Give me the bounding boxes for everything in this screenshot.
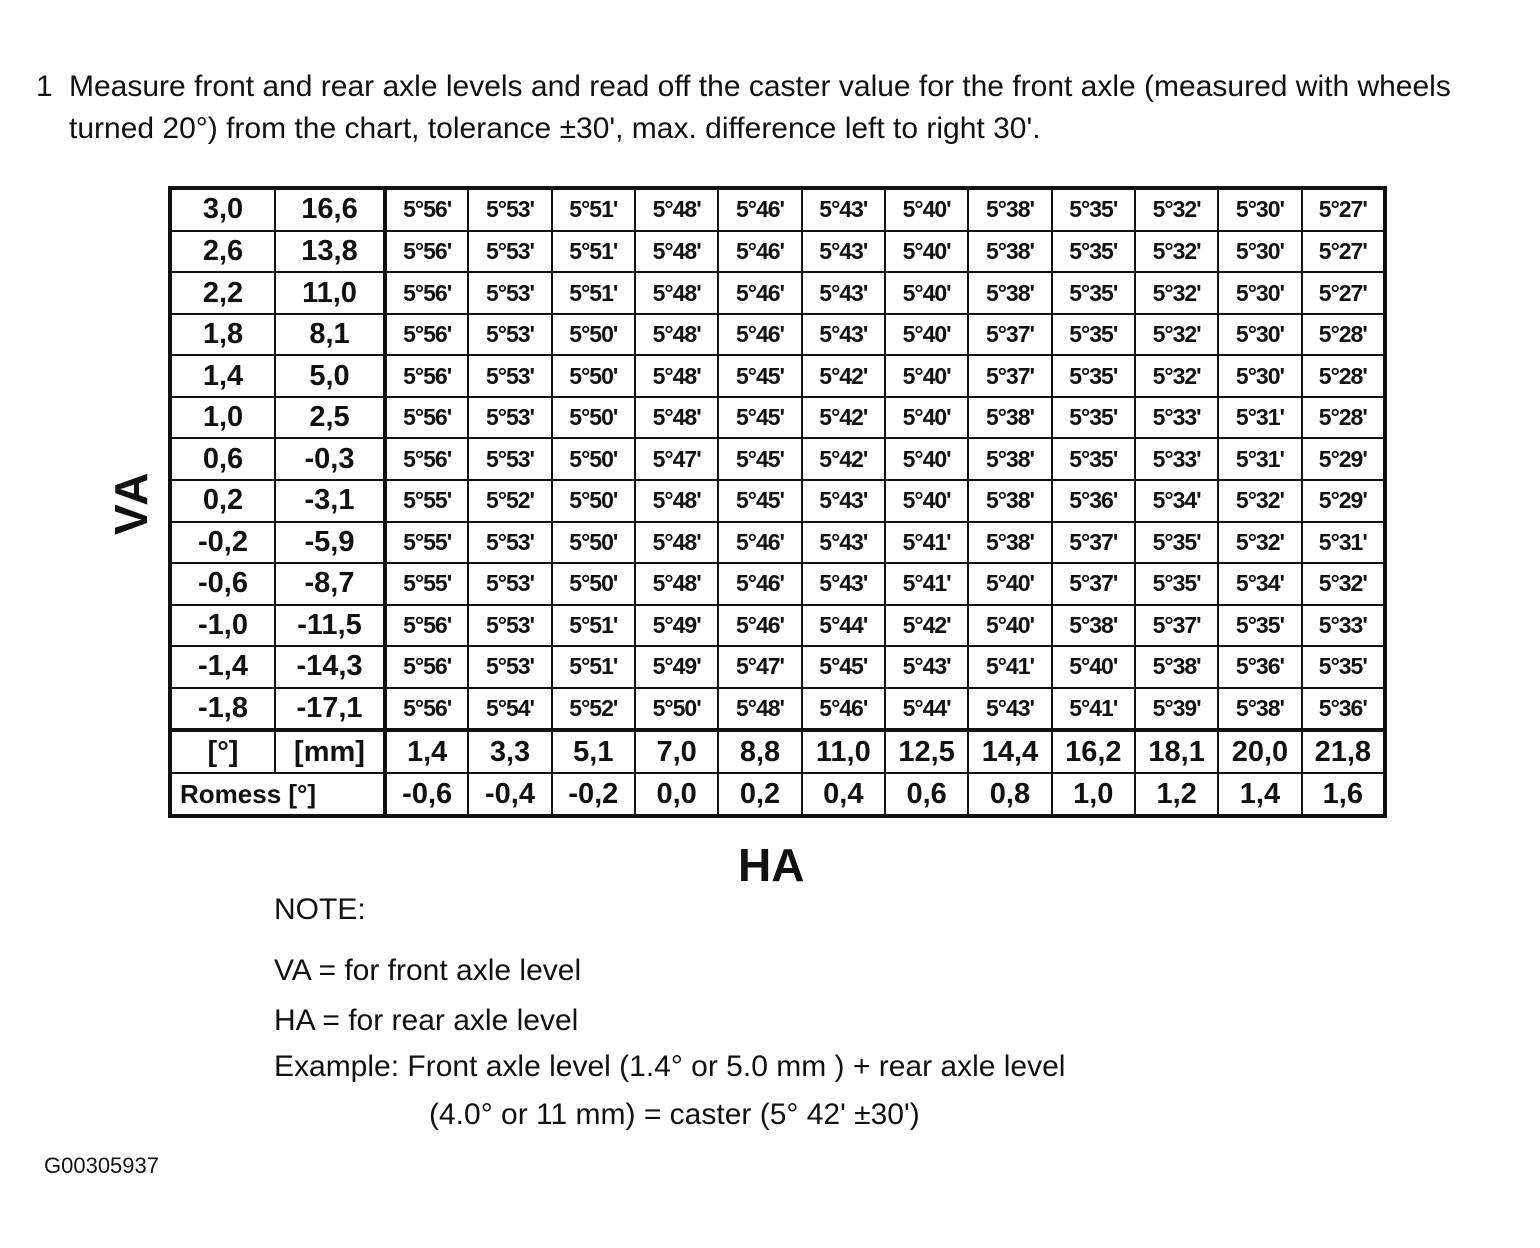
caster-value-cell: 5°56' (385, 688, 468, 731)
caster-value-cell: 5°27' (1302, 231, 1385, 273)
romess-value-cell: 1,2 (1135, 773, 1218, 816)
caster-value-cell: 5°56' (385, 646, 468, 688)
caster-value-cell: 5°56' (385, 355, 468, 397)
caster-value-cell: 5°32' (1135, 355, 1218, 397)
caster-value-cell: 5°38' (968, 231, 1051, 273)
caster-value-cell: 5°40' (885, 355, 968, 397)
va-degree-cell: -0,2 (170, 522, 275, 564)
caster-value-cell: 5°52' (468, 480, 551, 522)
caster-value-cell: 5°40' (968, 563, 1051, 605)
caster-value-cell: 5°35' (1052, 438, 1135, 480)
caster-value-cell: 5°46' (802, 688, 885, 731)
caster-value-cell: 5°50' (552, 563, 635, 605)
caster-value-cell: 5°27' (1302, 272, 1385, 314)
caster-value-cell: 5°33' (1135, 397, 1218, 439)
va-mm-cell: 5,0 (275, 355, 385, 397)
caster-value-cell: 5°34' (1218, 563, 1301, 605)
caster-value-cell: 5°46' (718, 314, 801, 356)
note-line-example-result: (4.0° or 11 mm) = caster (5° 42' ±30') (429, 1098, 920, 1131)
caster-value-cell: 5°29' (1302, 480, 1385, 522)
caster-value-cell: 5°35' (1052, 188, 1135, 231)
caster-value-cell: 5°48' (635, 480, 718, 522)
caster-value-cell: 5°42' (885, 605, 968, 647)
caster-value-cell: 5°46' (718, 231, 801, 273)
caster-value-cell: 5°41' (968, 646, 1051, 688)
caster-table (168, 186, 1387, 818)
caster-value-cell: 5°38' (1218, 688, 1301, 731)
table-row (170, 646, 1385, 688)
caster-value-cell: 5°51' (552, 605, 635, 647)
va-mm-cell: -3,1 (275, 480, 385, 522)
caster-value-cell: 5°53' (468, 188, 551, 231)
caster-value-cell: 5°38' (968, 438, 1051, 480)
caster-value-cell: 5°30' (1218, 231, 1301, 273)
caster-value-cell: 5°38' (968, 188, 1051, 231)
caster-value-cell: 5°35' (1135, 522, 1218, 564)
ha-value-cell: 11,0 (802, 730, 885, 773)
caster-value-cell: 5°32' (1302, 563, 1385, 605)
romess-value-cell: -0,6 (385, 773, 468, 816)
romess-value-cell: 1,6 (1302, 773, 1385, 816)
caster-value-cell: 5°41' (1052, 688, 1135, 731)
caster-value-cell: 5°43' (968, 688, 1051, 731)
caster-value-cell: 5°36' (1052, 480, 1135, 522)
caster-value-cell: 5°42' (802, 355, 885, 397)
ha-value-cell: 16,2 (1052, 730, 1135, 773)
caster-value-cell: 5°49' (635, 605, 718, 647)
step-number: 1 (36, 70, 53, 103)
ha-value-cell: 18,1 (1135, 730, 1218, 773)
caster-value-cell: 5°48' (635, 231, 718, 273)
caster-value-cell: 5°38' (1135, 646, 1218, 688)
ha-value-cell: 12,5 (885, 730, 968, 773)
caster-value-cell: 5°54' (468, 688, 551, 731)
caster-value-cell: 5°50' (635, 688, 718, 731)
caster-value-cell: 5°43' (802, 480, 885, 522)
caster-value-cell: 5°42' (802, 438, 885, 480)
ha-value-cell: 7,0 (635, 730, 718, 773)
caster-value-cell: 5°28' (1302, 355, 1385, 397)
caster-value-cell: 5°47' (718, 646, 801, 688)
caster-value-cell: 5°48' (635, 314, 718, 356)
romess-label: Romess [°] (170, 773, 385, 816)
caster-value-cell: 5°53' (468, 522, 551, 564)
caster-value-cell: 5°35' (1052, 314, 1135, 356)
va-degree-cell: 3,0 (170, 188, 275, 231)
caster-value-cell: 5°44' (885, 688, 968, 731)
caster-value-cell: 5°31' (1302, 522, 1385, 564)
caster-value-cell: 5°38' (968, 272, 1051, 314)
va-mm-cell: -14,3 (275, 646, 385, 688)
caster-value-cell: 5°38' (968, 522, 1051, 564)
caster-value-cell: 5°44' (802, 605, 885, 647)
caster-value-cell: 5°35' (1135, 563, 1218, 605)
va-mm-cell: -8,7 (275, 563, 385, 605)
va-degree-cell: 1,4 (170, 355, 275, 397)
va-mm-cell: 13,8 (275, 231, 385, 273)
caster-value-cell: 5°32' (1135, 231, 1218, 273)
caster-value-cell: 5°56' (385, 314, 468, 356)
caster-value-cell: 5°52' (552, 688, 635, 731)
table-row (170, 480, 1385, 522)
note-heading: NOTE: (274, 893, 366, 926)
ha-value-cell: 5,1 (552, 730, 635, 773)
figure-id: G00305937 (44, 1153, 159, 1178)
caster-value-cell: 5°40' (1052, 646, 1135, 688)
ha-row (170, 730, 1385, 773)
caster-value-cell: 5°50' (552, 355, 635, 397)
caster-value-cell: 5°45' (718, 438, 801, 480)
caster-value-cell: 5°32' (1135, 314, 1218, 356)
caster-value-cell: 5°45' (718, 480, 801, 522)
note-line-example: Example: Front axle level (1.4° or 5.0 mm ) + rear axle level (274, 1050, 1066, 1083)
caster-value-cell: 5°45' (718, 397, 801, 439)
caster-value-cell: 5°50' (552, 397, 635, 439)
va-degree-cell: -1,0 (170, 605, 275, 647)
table-row (170, 355, 1385, 397)
romess-value-cell: 0,6 (885, 773, 968, 816)
ha-value-cell: 1,4 (385, 730, 468, 773)
caster-value-cell: 5°53' (468, 231, 551, 273)
ha-value-cell: 8,8 (718, 730, 801, 773)
table-row (170, 688, 1385, 731)
caster-value-cell: 5°50' (552, 522, 635, 564)
ha-degree-unit: [°] (170, 730, 275, 773)
va-mm-cell: 8,1 (275, 314, 385, 356)
caster-value-cell: 5°37' (968, 314, 1051, 356)
caster-value-cell: 5°48' (635, 272, 718, 314)
step-text: Measure front and rear axle levels and read off the caster value for the front axle (measured with wheels turned 20°) from the chart, tolerance ±30', max. difference left to right 30'. (69, 70, 1451, 145)
caster-value-cell: 5°49' (635, 646, 718, 688)
ha-mm-unit: [mm] (275, 730, 385, 773)
caster-value-cell: 5°27' (1302, 188, 1385, 231)
va-degree-cell: 0,2 (170, 480, 275, 522)
ha-value-cell: 21,8 (1302, 730, 1385, 773)
caster-value-cell: 5°48' (718, 688, 801, 731)
caster-value-cell: 5°51' (552, 646, 635, 688)
va-degree-cell: -0,6 (170, 563, 275, 605)
caster-value-cell: 5°31' (1218, 397, 1301, 439)
caster-value-cell: 5°37' (1135, 605, 1218, 647)
caster-value-cell: 5°45' (718, 355, 801, 397)
caster-value-cell: 5°51' (552, 188, 635, 231)
va-mm-cell: -0,3 (275, 438, 385, 480)
romess-value-cell: 0,2 (718, 773, 801, 816)
caster-value-cell: 5°40' (885, 272, 968, 314)
caster-value-cell: 5°48' (635, 188, 718, 231)
caster-value-cell: 5°43' (885, 646, 968, 688)
caster-value-cell: 5°43' (802, 563, 885, 605)
va-mm-cell: 11,0 (275, 272, 385, 314)
caster-value-cell: 5°30' (1218, 188, 1301, 231)
caster-value-cell: 5°56' (385, 231, 468, 273)
va-mm-cell: -11,5 (275, 605, 385, 647)
caster-value-cell: 5°40' (885, 438, 968, 480)
caster-value-cell: 5°43' (802, 314, 885, 356)
caster-value-cell: 5°53' (468, 314, 551, 356)
caster-value-cell: 5°53' (468, 605, 551, 647)
caster-value-cell: 5°53' (468, 438, 551, 480)
va-mm-cell: -17,1 (275, 688, 385, 731)
caster-value-cell: 5°35' (1052, 231, 1135, 273)
caster-value-cell: 5°40' (885, 231, 968, 273)
table-row (170, 188, 1385, 231)
caster-value-cell: 5°28' (1302, 397, 1385, 439)
caster-value-cell: 5°46' (718, 605, 801, 647)
ha-value-cell: 14,4 (968, 730, 1051, 773)
table-row (170, 605, 1385, 647)
caster-value-cell: 5°43' (802, 231, 885, 273)
romess-value-cell: 1,0 (1052, 773, 1135, 816)
caster-value-cell: 5°34' (1135, 480, 1218, 522)
caster-value-cell: 5°53' (468, 272, 551, 314)
caster-value-cell: 5°51' (552, 272, 635, 314)
va-degree-cell: 1,0 (170, 397, 275, 439)
caster-value-cell: 5°48' (635, 522, 718, 564)
caster-value-cell: 5°32' (1218, 522, 1301, 564)
romess-value-cell: 1,4 (1218, 773, 1301, 816)
caster-value-cell: 5°43' (802, 272, 885, 314)
caster-value-cell: 5°39' (1135, 688, 1218, 731)
caster-value-cell: 5°40' (885, 397, 968, 439)
caster-value-cell: 5°41' (885, 522, 968, 564)
caster-value-cell: 5°28' (1302, 314, 1385, 356)
caster-value-cell: 5°46' (718, 563, 801, 605)
romess-row (170, 773, 1385, 816)
caster-value-cell: 5°41' (885, 563, 968, 605)
caster-value-cell: 5°43' (802, 188, 885, 231)
caster-value-cell: 5°36' (1218, 646, 1301, 688)
caster-value-cell: 5°40' (968, 605, 1051, 647)
table-row (170, 231, 1385, 273)
caster-value-cell: 5°38' (968, 397, 1051, 439)
caster-value-cell: 5°32' (1218, 480, 1301, 522)
va-degree-cell: 0,6 (170, 438, 275, 480)
table-row (170, 522, 1385, 564)
caster-value-cell: 5°43' (802, 522, 885, 564)
caster-value-cell: 5°35' (1218, 605, 1301, 647)
caster-value-cell: 5°55' (385, 522, 468, 564)
va-degree-cell: -1,4 (170, 646, 275, 688)
caster-value-cell: 5°33' (1302, 605, 1385, 647)
caster-value-cell: 5°55' (385, 480, 468, 522)
va-mm-cell: -5,9 (275, 522, 385, 564)
caster-value-cell: 5°56' (385, 438, 468, 480)
table-row (170, 563, 1385, 605)
caster-value-cell: 5°38' (1052, 605, 1135, 647)
caster-value-cell: 5°47' (635, 438, 718, 480)
caster-value-cell: 5°48' (635, 563, 718, 605)
caster-value-cell: 5°50' (552, 438, 635, 480)
romess-value-cell: -0,4 (468, 773, 551, 816)
va-mm-cell: 2,5 (275, 397, 385, 439)
caster-value-cell: 5°32' (1135, 188, 1218, 231)
va-degree-cell: 2,2 (170, 272, 275, 314)
ha-axis-label: HA (738, 839, 805, 891)
caster-value-cell: 5°50' (552, 480, 635, 522)
caster-value-cell: 5°42' (802, 397, 885, 439)
caster-value-cell: 5°51' (552, 231, 635, 273)
caster-value-cell: 5°55' (385, 563, 468, 605)
ha-value-cell: 20,0 (1218, 730, 1301, 773)
romess-value-cell: 0,4 (802, 773, 885, 816)
caster-value-cell: 5°48' (635, 355, 718, 397)
caster-value-cell: 5°50' (552, 314, 635, 356)
table-row (170, 438, 1385, 480)
caster-value-cell: 5°35' (1302, 646, 1385, 688)
caster-value-cell: 5°30' (1218, 272, 1301, 314)
caster-value-cell: 5°53' (468, 355, 551, 397)
caster-value-cell: 5°30' (1218, 355, 1301, 397)
caster-value-cell: 5°56' (385, 397, 468, 439)
caster-value-cell: 5°46' (718, 188, 801, 231)
romess-value-cell: -0,2 (552, 773, 635, 816)
caster-value-cell: 5°56' (385, 272, 468, 314)
caster-value-cell: 5°38' (968, 480, 1051, 522)
va-degree-cell: 1,8 (170, 314, 275, 356)
caster-value-cell: 5°35' (1052, 355, 1135, 397)
caster-value-cell: 5°56' (385, 605, 468, 647)
caster-value-cell: 5°40' (885, 188, 968, 231)
table-row (170, 397, 1385, 439)
caster-value-cell: 5°48' (635, 397, 718, 439)
caster-value-cell: 5°53' (468, 563, 551, 605)
note-line-va: VA = for front axle level (274, 954, 582, 987)
ha-value-cell: 3,3 (468, 730, 551, 773)
caster-value-cell: 5°37' (1052, 563, 1135, 605)
caster-value-cell: 5°33' (1135, 438, 1218, 480)
caster-value-cell: 5°40' (885, 480, 968, 522)
table-row (170, 272, 1385, 314)
va-axis-label: VA (105, 470, 157, 535)
romess-value-cell: 0,8 (968, 773, 1051, 816)
table-row (170, 314, 1385, 356)
caster-value-cell: 5°45' (802, 646, 885, 688)
caster-value-cell: 5°56' (385, 188, 468, 231)
caster-value-cell: 5°53' (468, 646, 551, 688)
caster-value-cell: 5°46' (718, 522, 801, 564)
va-degree-cell: -1,8 (170, 688, 275, 731)
va-degree-cell: 2,6 (170, 231, 275, 273)
caster-value-cell: 5°35' (1052, 397, 1135, 439)
caster-value-cell: 5°31' (1218, 438, 1301, 480)
va-mm-cell: 16,6 (275, 188, 385, 231)
romess-value-cell: 0,0 (635, 773, 718, 816)
caster-value-cell: 5°35' (1052, 272, 1135, 314)
caster-value-cell: 5°30' (1218, 314, 1301, 356)
caster-value-cell: 5°53' (468, 397, 551, 439)
caster-value-cell: 5°32' (1135, 272, 1218, 314)
caster-value-cell: 5°46' (718, 272, 801, 314)
caster-value-cell: 5°37' (1052, 522, 1135, 564)
caster-value-cell: 5°36' (1302, 688, 1385, 731)
caster-value-cell: 5°37' (968, 355, 1051, 397)
caster-value-cell: 5°40' (885, 314, 968, 356)
caster-value-cell: 5°29' (1302, 438, 1385, 480)
note-line-ha: HA = for rear axle level (274, 1004, 579, 1037)
